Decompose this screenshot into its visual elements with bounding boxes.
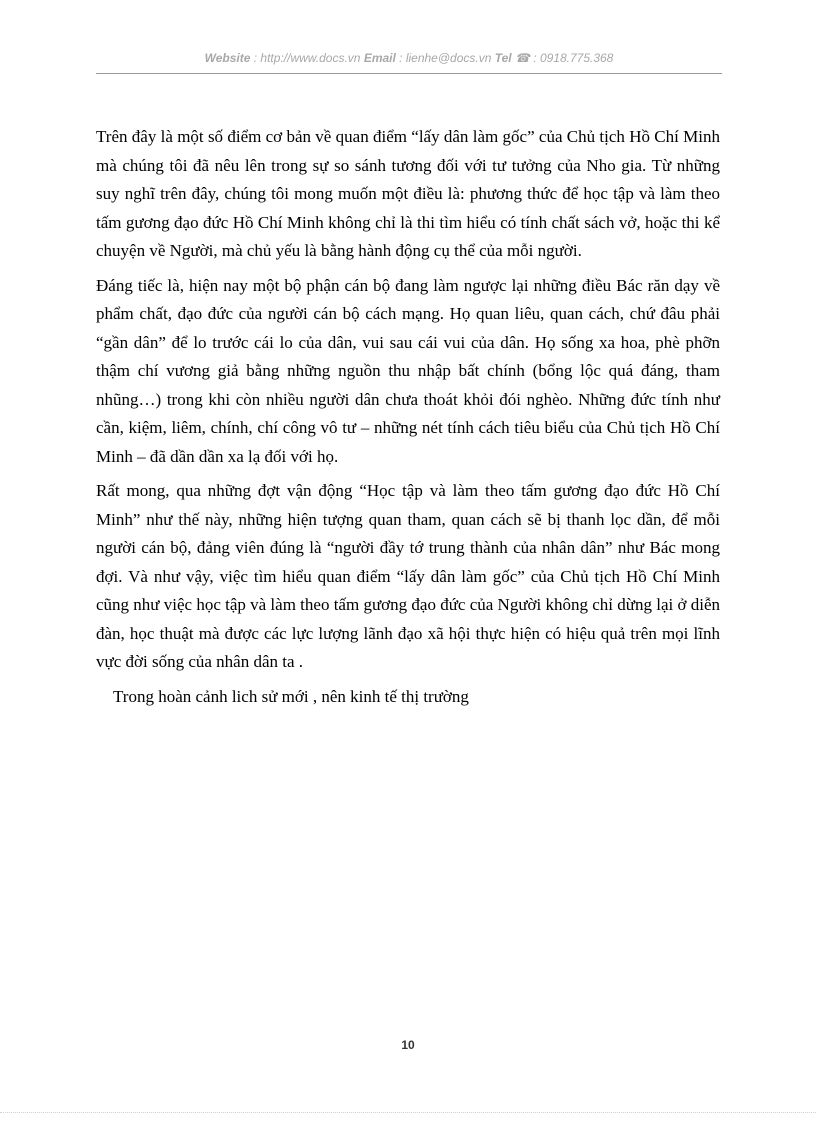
paragraph-3: Rất mong, qua những đợt vận động “Học tập và làm theo tấm gương đạo đức Hồ Chí Minh” như thế này, những hiện tượng quan tham, quan cách sẽ bị thanh lọc dần, để mỗi người cán bộ, đảng viên đúng là “người đầy tớ trung thành của nhân dân” như Bác mong đợi. Và như vậy, việc tìm hiểu quan điểm “lấy dân làm gốc” của Chủ tịch Hồ Chí Minh cũng như việc học tập và làm theo tấm gương đạo đức của Người không chỉ dừng lại ở diễn đàn, học thuật mà được các lực lượng lãnh đạo xã hội thực hiện có hiệu quả trên mọi lĩnh vực đời sống của nhân dân ta .: [96, 481, 720, 671]
website-value: : http://www.docs.vn: [250, 51, 364, 65]
tel-value: : 0918.775.368: [529, 51, 614, 65]
email-value: : lienhe@docs.vn: [395, 51, 495, 65]
page-number: 10: [401, 1038, 415, 1052]
paragraph-4: Trong hoàn cảnh lich sử mới , nên kinh tế thị trường: [113, 686, 469, 706]
website-label: Website: [204, 51, 251, 65]
email-label: Email: [363, 51, 396, 65]
page-header: [96, 51, 722, 65]
phone-icon: ☎: [514, 51, 530, 65]
paragraph-1: Trên đây là một số điểm cơ bản về quan điểm “lấy dân làm gốc” của Chủ tịch Hồ Chí Minh mà chúng tôi đã nêu lên trong sự so sánh tương đối với tư tưởng của Nho gia. Từ những suy nghĩ trên đây, chúng tôi mong muốn một điều là: phương thức để học tập và làm theo tấm gương đạo đức Hồ Chí Minh không chỉ là thi tìm hiểu có tính chất sách vở, hoặc thi kể chuyện về Người, mà chủ yếu là bằng hành động cụ thể của mỗi người.: [96, 127, 720, 260]
tel-label: Tel: [494, 51, 512, 65]
paragraph-2: Đáng tiếc là, hiện nay một bộ phận cán bộ đang làm ngược lại những điều Bác răn dạy về phẩm chất, đạo đức của người cán bộ cách mạng. Họ quan liêu, quan cách, chứ đâu phải “gần dân” để lo trước cái lo của dân, vui sau cái vui của dân. Họ sống xa hoa, phè phỡn thậm chí vương giả bằng những nguồn thu nhập bất chính (bổng lộc quá đáng, tham nhũng…) trong khi còn nhiều người dân chưa thoát khỏi đói nghèo. Những đức tính như cần, kiệm, liêm, chính, chí công vô tư – những nét tính cách tiêu biểu của Chủ tịch Hồ Chí Minh – đã dần dần xa lạ đối với họ.: [96, 275, 720, 466]
header-divider: [96, 73, 722, 74]
document-body: [96, 123, 720, 717]
footer-divider: [0, 1112, 816, 1113]
